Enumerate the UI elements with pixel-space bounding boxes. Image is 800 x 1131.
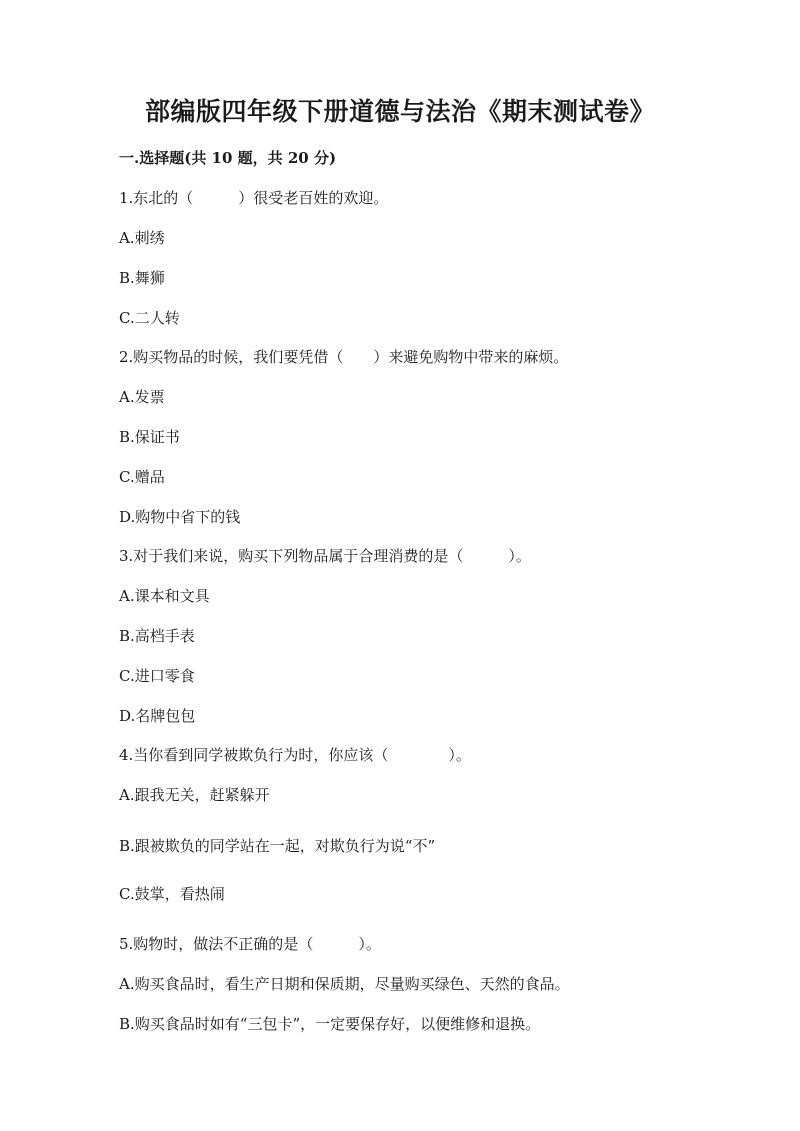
question-2-option-c: C.赠品 [119,468,165,486]
question-2-option-d: D.购物中省下的钱 [119,508,241,526]
page-title: 部编版四年级下册道德与法治《期末测试卷》 [144,97,655,126]
question-4-option-c: C.鼓掌，看热闹 [119,885,225,903]
question-1-option-b: B.舞狮 [119,269,165,287]
question-1-option-c: C.二人转 [119,309,180,327]
section-heading: 一.选择题(共 10 题，共 20 分) [119,149,337,167]
question-3-option-b: B.高档手表 [119,627,195,645]
question-5-option-a: A.购买食品时，看生产日期和保质期，尽量购买绿色、天然的食品。 [119,975,570,993]
question-3-stem: 3.对于我们来说，购买下列物品属于合理消费的是（ ）。 [119,547,531,565]
question-4-option-a: A.跟我无关，赶紧躲开 [119,786,270,804]
question-4-option-b: B.跟被欺负的同学站在一起，对欺负行为说“不” [119,837,436,855]
question-4-stem: 4.当你看到同学被欺负行为时，你应该（ ）。 [119,746,471,764]
question-2-stem: 2.购买物品的时候，我们要凭借（ ）来避免购物中带来的麻烦。 [119,348,569,366]
question-3-option-c: C.进口零食 [119,667,195,685]
question-5-stem: 5.购物时，做法不正确的是（ ）。 [119,935,381,953]
question-2-option-b: B.保证书 [119,428,180,446]
question-3-option-d: D.名牌包包 [119,707,196,725]
question-5-option-b: B.购买食品时如有“三包卡”，一定要保存好，以便维修和退换。 [119,1015,541,1033]
question-1-option-a: A.刺绣 [119,229,165,247]
question-3-option-a: A.课本和文具 [119,587,210,605]
question-1-stem: 1.东北的（ ）很受老百姓的欢迎。 [119,189,389,207]
question-2-option-a: A.发票 [119,388,165,406]
